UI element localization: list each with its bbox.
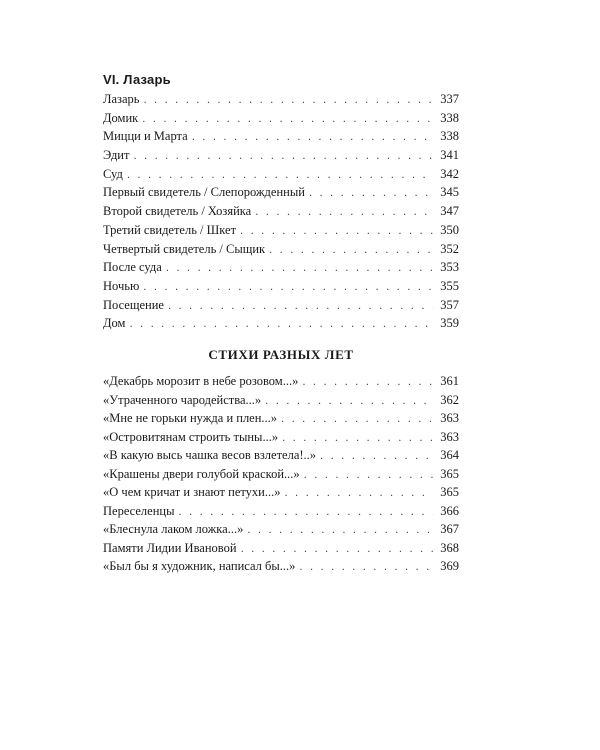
entry-page-number: 368 bbox=[440, 540, 459, 555]
entry-page-number: 366 bbox=[440, 503, 459, 518]
entry-page-number: 357 bbox=[440, 297, 459, 312]
toc-entry bbox=[103, 90, 459, 109]
dot-leader bbox=[269, 242, 433, 261]
toc-entry bbox=[103, 202, 459, 221]
dot-leader bbox=[299, 559, 433, 578]
entry-title: «Утраченного чародейства...» bbox=[103, 392, 262, 407]
toc-section-poems bbox=[103, 344, 459, 576]
toc-entry bbox=[103, 428, 459, 447]
toc-entry bbox=[103, 483, 459, 502]
entry-title: Второй свидетель / Хозяйка bbox=[103, 204, 252, 219]
dot-leader bbox=[302, 374, 433, 393]
entry-title: Дом bbox=[103, 316, 126, 331]
toc-entry bbox=[103, 240, 459, 259]
toc-entry bbox=[103, 372, 459, 391]
toc-section-lazar bbox=[103, 70, 459, 333]
dot-leader bbox=[247, 522, 433, 541]
entry-page-number: 359 bbox=[440, 316, 459, 331]
toc-entry bbox=[103, 277, 459, 296]
entry-page-number: 361 bbox=[440, 374, 459, 388]
toc-entry bbox=[103, 146, 459, 165]
toc-entry bbox=[103, 557, 459, 576]
entry-title: Ночью bbox=[103, 278, 140, 293]
entry-page-number: 352 bbox=[440, 241, 459, 256]
entry-page-number: 341 bbox=[440, 148, 459, 163]
entry-title: Лазарь bbox=[103, 92, 140, 106]
toc-entry bbox=[103, 258, 459, 277]
entry-title: Памяти Лидии Ивановой bbox=[103, 540, 237, 555]
entry-page-number: 347 bbox=[440, 204, 459, 219]
entry-title: «Мне не горьки нужда и плен...» bbox=[103, 411, 278, 425]
entry-page-number: 338 bbox=[440, 110, 459, 125]
dot-leader bbox=[143, 92, 433, 111]
dot-leader bbox=[320, 448, 433, 467]
toc-entry bbox=[103, 165, 459, 184]
entry-page-number: 342 bbox=[440, 166, 459, 181]
entry-page-number: 355 bbox=[440, 278, 459, 293]
entry-page-number: 365 bbox=[440, 485, 459, 499]
dot-leader bbox=[304, 467, 433, 486]
toc-entry bbox=[103, 502, 459, 521]
toc-entry bbox=[103, 109, 459, 128]
entry-title: «В какую высь чашка весов взлетела!..» bbox=[103, 448, 317, 462]
toc-entry bbox=[103, 446, 459, 465]
toc-entry bbox=[103, 296, 459, 315]
entry-page-number: 362 bbox=[440, 392, 459, 407]
entry-page-number: 345 bbox=[440, 185, 459, 200]
dot-leader bbox=[192, 129, 433, 148]
entry-title: Мицци и Марта bbox=[103, 129, 188, 144]
entry-title: Третий свидетель / Шкет bbox=[103, 222, 237, 237]
entry-title: «Блеснула лаком ложка...» bbox=[103, 522, 244, 536]
dot-leader bbox=[281, 411, 433, 430]
entry-title: Суд bbox=[103, 166, 123, 181]
toc-entry bbox=[103, 391, 459, 410]
entry-title: После суда bbox=[103, 260, 162, 275]
toc-entry bbox=[103, 409, 459, 428]
entry-title: «О чем кричат и знают петухи...» bbox=[103, 485, 281, 499]
entry-title: «Островитянам строить тыны...» bbox=[103, 429, 279, 444]
entry-title: «Декабрь морозит в небе розовом...» bbox=[103, 374, 299, 388]
entry-page-number: 363 bbox=[440, 411, 459, 425]
entry-title: Переселенцы bbox=[103, 503, 175, 518]
dot-leader bbox=[255, 204, 433, 223]
toc-entry-list bbox=[103, 90, 459, 333]
dot-leader bbox=[143, 279, 433, 298]
toc-entry-list bbox=[103, 372, 459, 576]
toc-entry bbox=[103, 314, 459, 333]
dot-leader bbox=[129, 316, 433, 335]
entry-title: «Был бы я художник, написал бы...» bbox=[103, 559, 296, 573]
entry-title: Первый свидетель / Слепорожденный bbox=[103, 185, 305, 200]
entry-page-number: 350 bbox=[440, 222, 459, 237]
toc-entry bbox=[103, 127, 459, 146]
entry-page-number: 364 bbox=[440, 448, 459, 462]
entry-page-number: 338 bbox=[440, 129, 459, 144]
toc-entry bbox=[103, 465, 459, 484]
dot-leader bbox=[133, 148, 433, 167]
entry-title: Посещение bbox=[103, 297, 164, 312]
toc-entry bbox=[103, 221, 459, 240]
toc-entry bbox=[103, 183, 459, 202]
collection-title: СТИХИ РАЗНЫХ ЛЕТ bbox=[208, 347, 354, 362]
section-heading: VI. Лазарь bbox=[103, 72, 171, 87]
toc-entry bbox=[103, 539, 459, 558]
entry-page-number: 365 bbox=[440, 466, 459, 481]
dot-leader bbox=[166, 260, 433, 279]
entry-title: Четвертый свидетель / Сыщик bbox=[103, 241, 266, 256]
entry-page-number: 337 bbox=[440, 92, 459, 106]
entry-page-number: 353 bbox=[440, 260, 459, 275]
entry-title: «Крашены двери голубой краской...» bbox=[103, 466, 300, 481]
dot-leader bbox=[284, 485, 433, 504]
dot-leader bbox=[265, 393, 433, 412]
toc-entry bbox=[103, 520, 459, 539]
entry-page-number: 367 bbox=[440, 522, 459, 536]
entry-title: Эдит bbox=[103, 148, 130, 163]
entry-title: Домик bbox=[103, 110, 139, 125]
dot-leader bbox=[309, 185, 433, 204]
entry-page-number: 369 bbox=[440, 559, 459, 573]
entry-page-number: 363 bbox=[440, 429, 459, 444]
dot-leader bbox=[168, 298, 433, 317]
